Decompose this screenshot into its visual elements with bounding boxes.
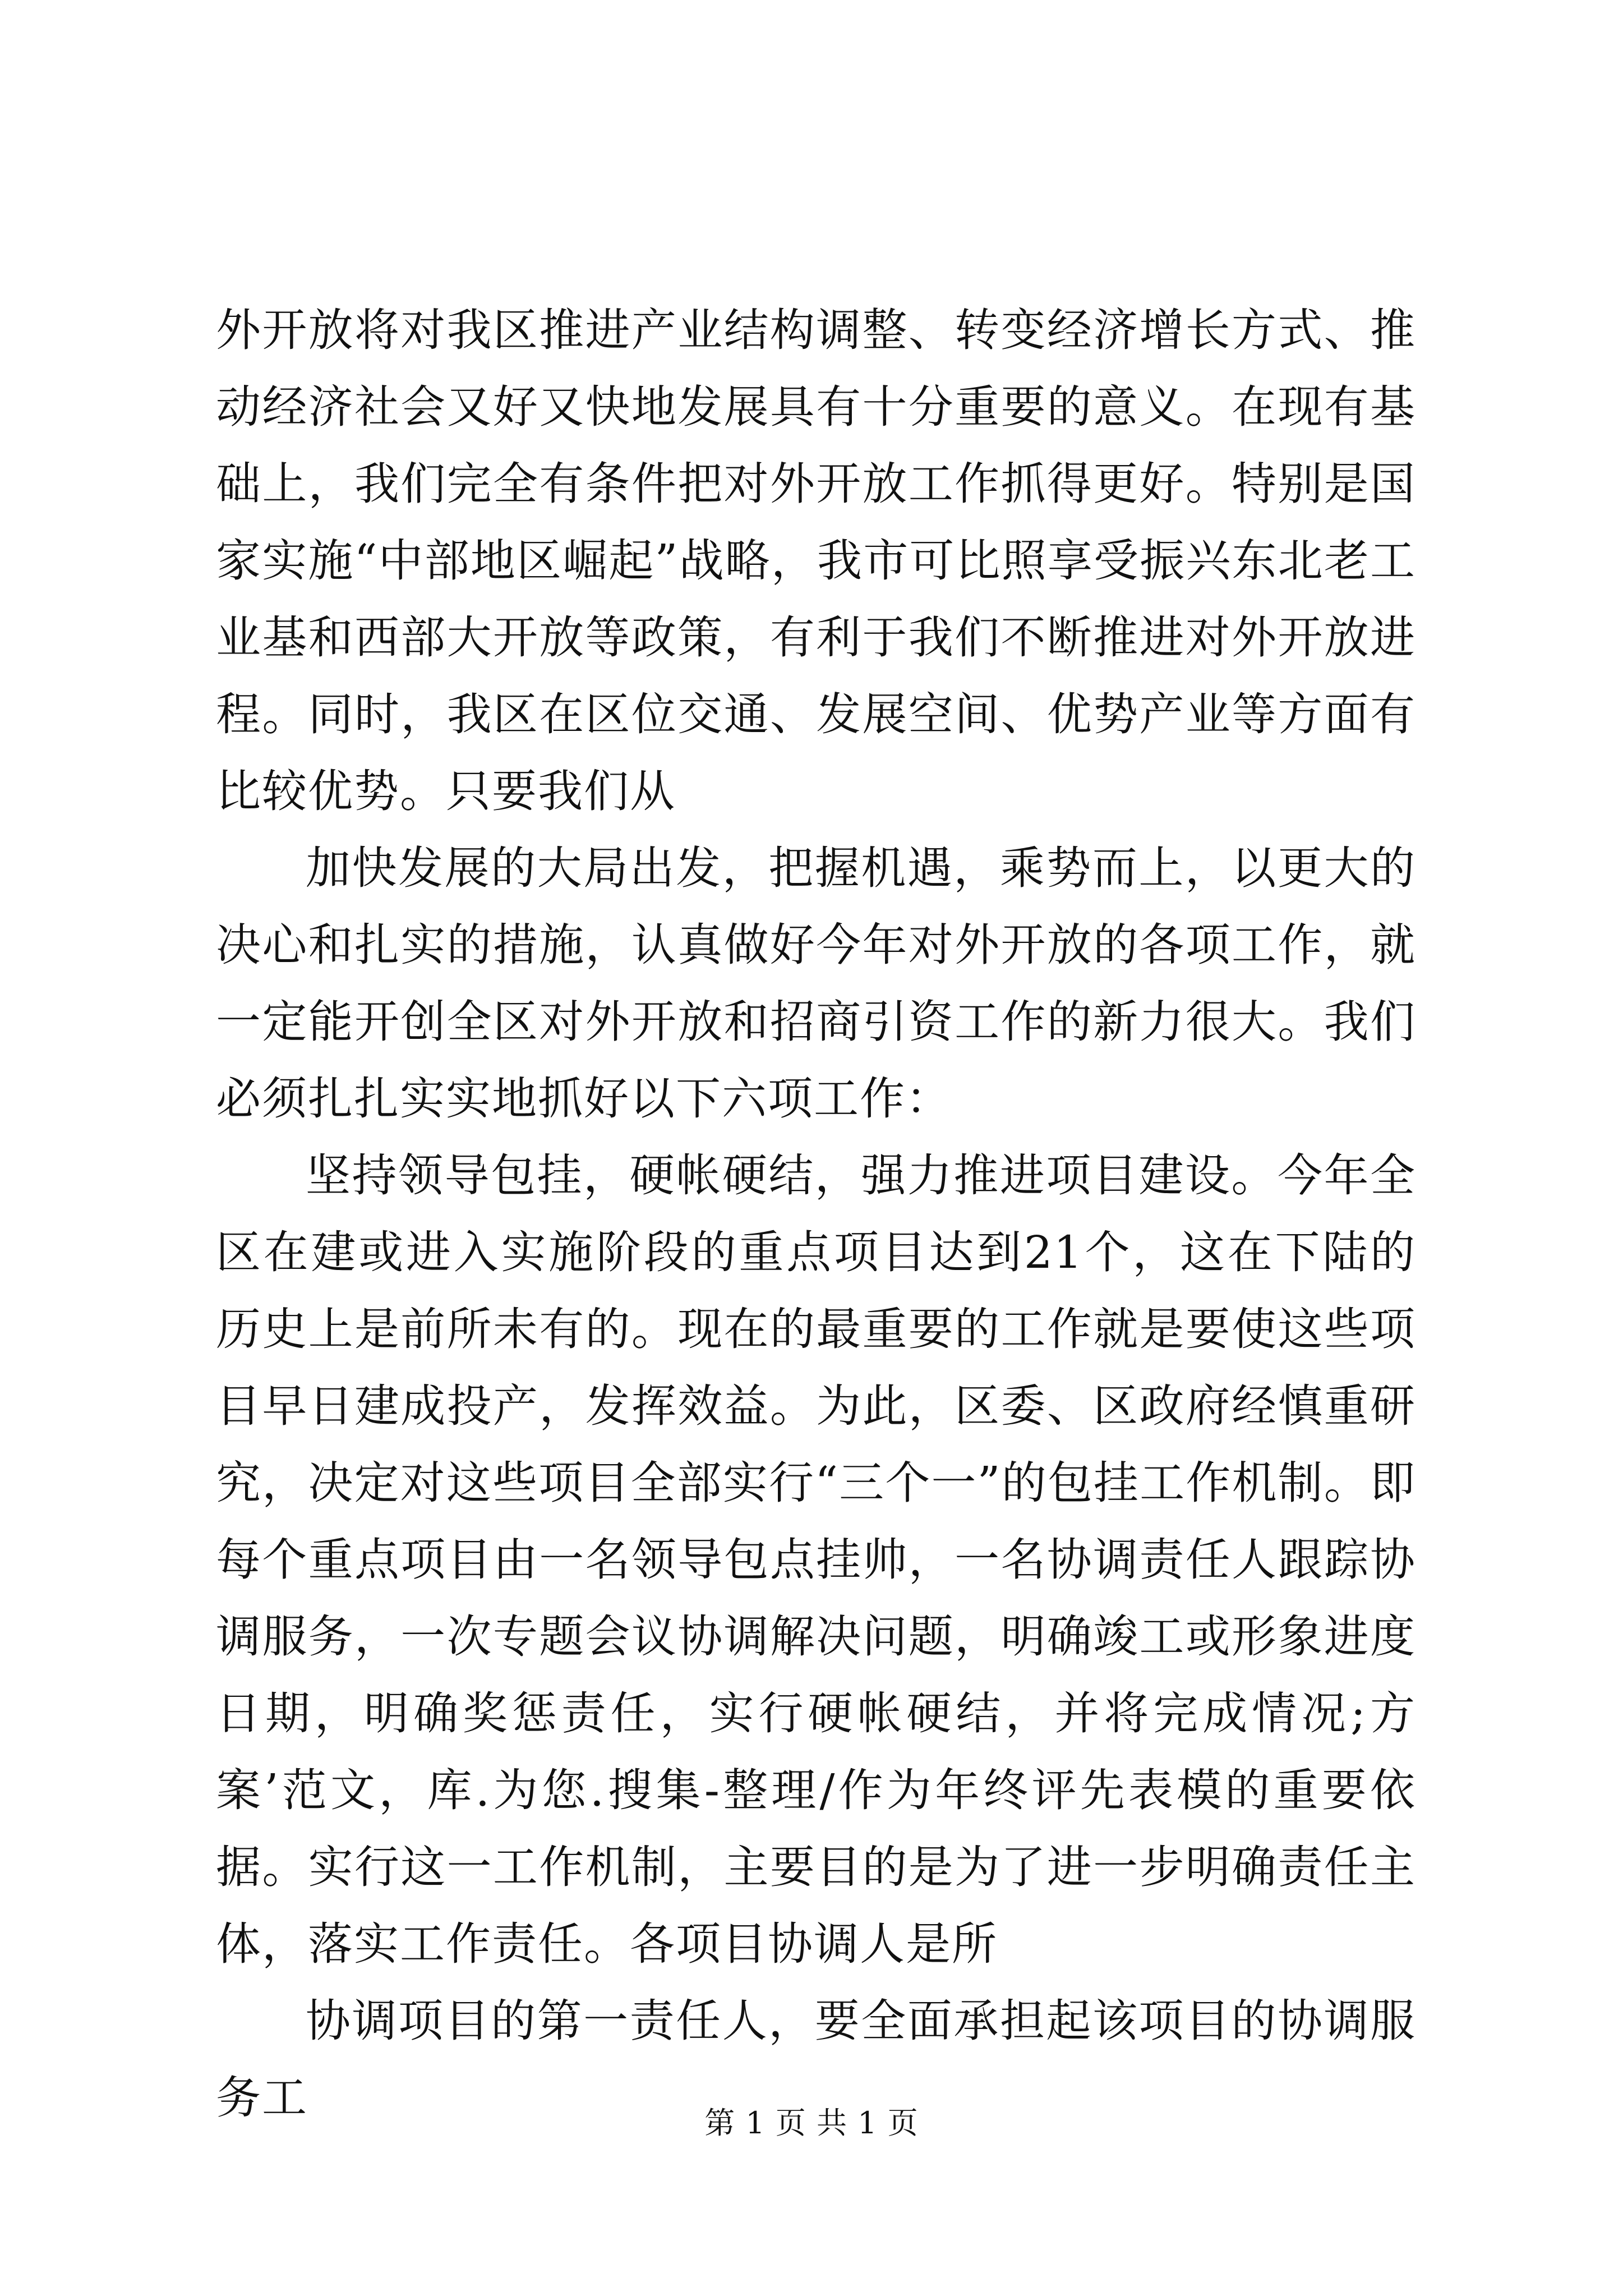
paragraph-2: 加快发展的大局出发，把握机遇，乘势而上，以更大的决心和扎实的措施，认真做好今年对外开放的各项工作，就一定能开创全区对外开放和招商引资工作的新力很大。我们必须扎扎实实地抓好以下六项工作： xyxy=(216,842,1416,1125)
document-body xyxy=(216,292,1416,2136)
paragraph-1: 外开放将对我区推进产业结构调整、转变经济增长方式、推动经济社会又好又快地发展具有十分重要的意义。在现有基础上，我们完全有条件把对外开放工作抓得更好。特别是国家实施“中部地区崛起”战略，我市可比照享受振兴东北老工业基和西部大开放等政策，有利于我们不断推进对外开放进程。同时，我区在区位交通、发展空间、优势产业等方面有比较优势。只要我们从 xyxy=(216,304,1416,817)
page-footer: 第 1 页 共 1 页 xyxy=(704,2105,919,2141)
paragraph-3: 坚持领导包挂，硬帐硬结，强力推进项目建设。今年全区在建或进入实施阶段的重点项目达到21个，这在下陆的历史上是前所未有的。现在的最重要的工作就是要使这些项目早日建成投产，发挥效益。为此，区委、区政府经慎重研究，决定对这些项目全部实行“三个一”的包挂工作机制。即每个重点项目由一名领导包点挂帅，一名协调责任人跟踪协调服务，一次专题会议协调解决问题，明确竣工或形象进度日期，明确奖惩责任，实行硬帐硬结，并将完成情况;方案’范文，库.为您.搜集-整理/作为年终评先表模的重要依据。实行这一工作机制，主要目的是为了进一步明确责任主体，落实工作责任。各项目协调人是所 xyxy=(216,1149,1416,1970)
paragraph-4: 协调项目的第一责任人，要全面承担起该项目的协调服务工 xyxy=(216,1995,1416,2124)
